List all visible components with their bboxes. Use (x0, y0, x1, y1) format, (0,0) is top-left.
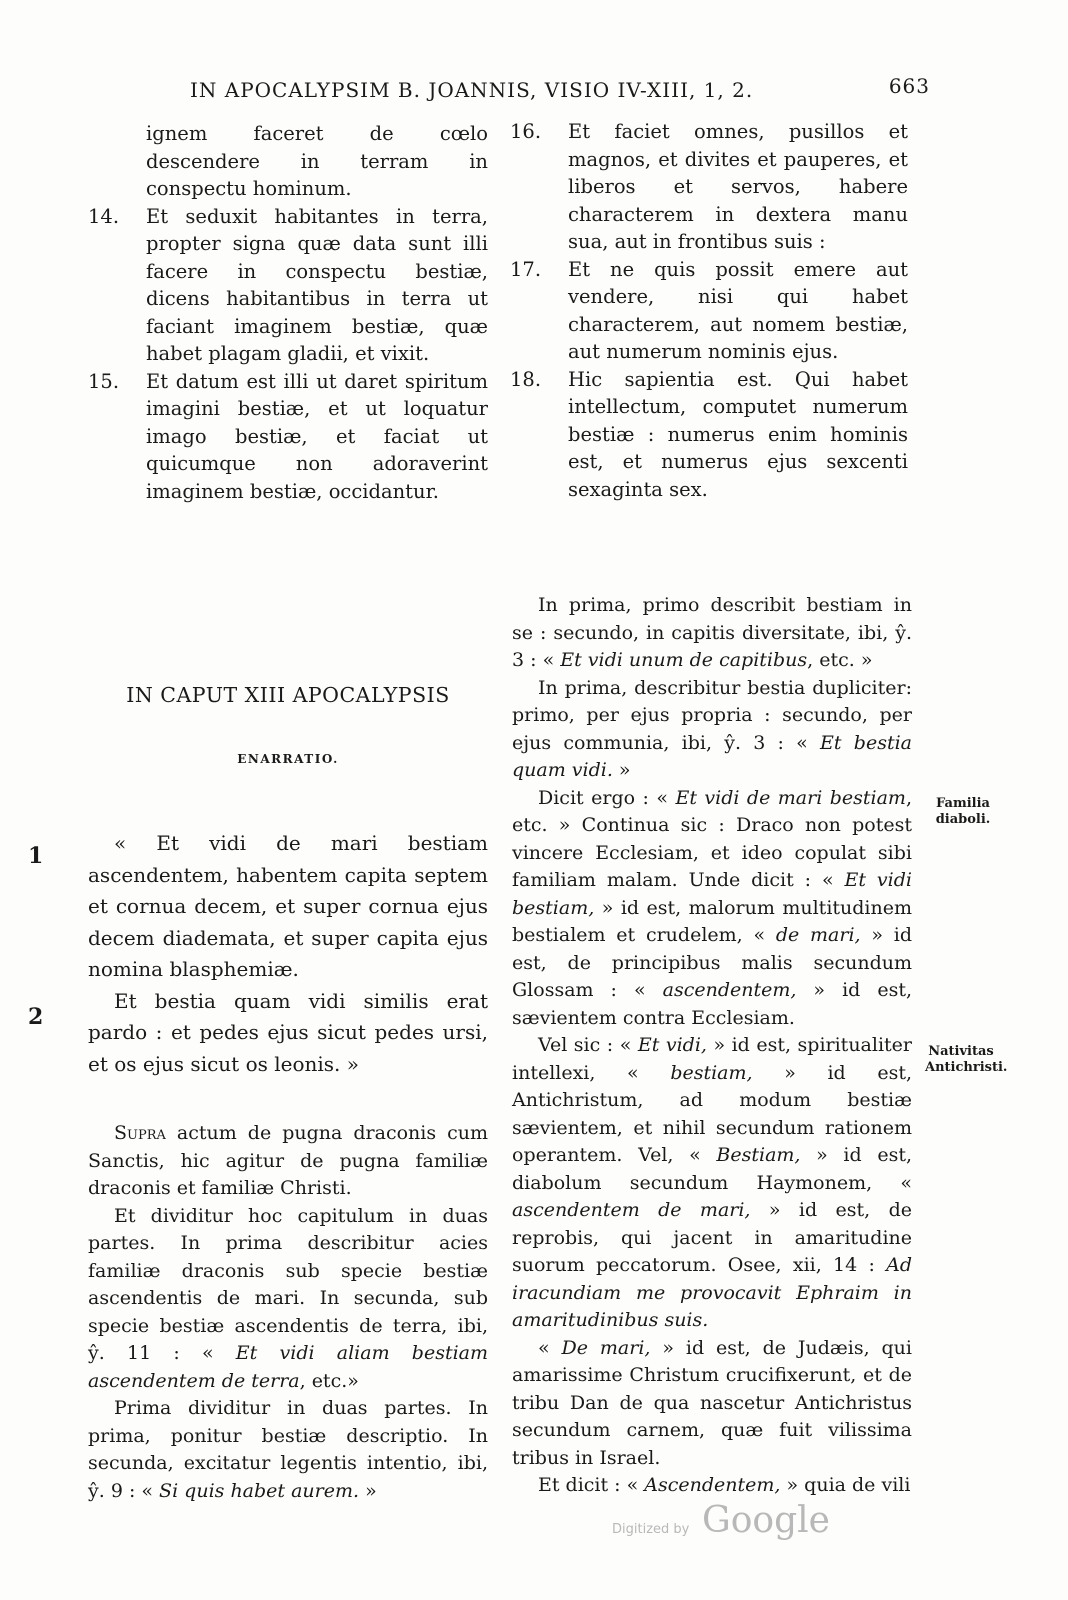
commentary-paragraph (512, 675, 912, 785)
text-run: Et dividitur hoc capitulum in duas partes. In prima describitur acies familiæ draconis sub specie bestiæ ascendentis de mari. In secunda, sub specie bestiæ ascendentis de terra, ibi, ŷ. 11 : « (88, 1204, 488, 1364)
verse-text: Et seduxit habitantes in terra, propter signa quæ data sunt illi facere in conspectu bestiæ, dicens habitantibus in terra ut faciant imaginem bestiæ, quæ habet plagam gladii, et vixit. (146, 204, 488, 365)
verse-number: 18. (510, 367, 542, 391)
italic-run: ascendentem de mari, (512, 1199, 751, 1221)
text-run: » id est, malorum multitudinem bestialem et crudelem, « (512, 896, 912, 946)
verse-number: 16. (510, 120, 542, 143)
text-run: Prima dividitur in duas partes. In prima, ponitur bestiæ descriptio. In secunda, excitatur legentis intentio, ibi, ŷ. 9 : « (88, 1397, 488, 1502)
text-run: Et dicit : « (538, 1474, 645, 1496)
italic-run: Et vidi de mari bestiam (675, 786, 906, 809)
text-run: » id est, de Judæis, qui amarissime Christum crucifixerunt, et de tribu Dan de qua nascetur Antichristus secundum carnem, quæ fuit vilissima tribus in Israel. (512, 1336, 912, 1469)
verses-right-column (510, 118, 908, 503)
lead-word: Supra (114, 1122, 166, 1144)
commentary-paragraph (512, 1335, 912, 1473)
verse-14 (88, 203, 488, 368)
margin-marker: 2 (28, 1004, 44, 1030)
sidenote-nativitas-antichristi: Nativitas Antichristi. (925, 1044, 1008, 1075)
italic-run: Et bestia quam vidi. (512, 731, 912, 781)
italic-run: Et vidi aliam bestiam ascendentem de terra (88, 1342, 488, 1392)
italic-run: Ascendentem, (644, 1474, 781, 1496)
verse-17 (510, 256, 908, 366)
verse-18 (510, 366, 908, 504)
text-run: » id est, spiritualiter intellexi, « (512, 1034, 912, 1084)
commentary-paragraph (512, 592, 912, 675)
section-title: IN CAPUT XIII APOCALYPSIS (126, 683, 450, 707)
text-run: » id est, diabolum secundum Haymonem, « (512, 1144, 913, 1194)
text-run: In prima, describitur bestia dupliciter: primo, per ejus propria : secundo, per ejus communia, ibi, ŷ. 3 : « (512, 676, 912, 754)
italic-run: Et vidi unum de capitibus (560, 649, 808, 671)
verse-15 (88, 368, 488, 506)
italic-run: de mari, (775, 924, 861, 946)
text-run: » id est, de reprobis, qui jacent in amaritudine suorum peccatorum. Osee, xii, 14 : (512, 1199, 912, 1276)
verse-number: 15. (88, 369, 120, 393)
italic-run: Bestiam, (716, 1144, 801, 1166)
text-run: , etc. » (807, 649, 873, 671)
text-run: » quia de vili (780, 1474, 911, 1496)
sidenote-familia-diaboli: Familia diaboli. (935, 796, 991, 827)
verse-text: Hic sapientia est. Qui habet intellectum, computet numerum bestiæ : numerus enim hominis est, et numerus ejus sexcenti sexaginta sex. (568, 367, 908, 501)
text-run: , etc. » Continua sic : Draco non potest vincere Ecclesiam, et ideo copulat sibi familiam malam. Unde dicit : « (512, 786, 913, 891)
text-run: » (612, 759, 631, 781)
commentary-paragraph (88, 1203, 488, 1396)
commentary-paragraph (88, 1395, 488, 1505)
italic-run: Ad iracundiam me provocavit Ephraim in amaritudinibus suis. (512, 1254, 912, 1331)
verse-16 (510, 118, 908, 256)
italic-run: Si quis habet aurem. (159, 1479, 360, 1502)
text-run: « (538, 1336, 562, 1359)
text-run: » (359, 1479, 377, 1502)
commentary-right (512, 592, 912, 1500)
commentary-paragraph (512, 1032, 912, 1335)
italic-run: De mari, (561, 1336, 651, 1359)
commentary-left (88, 1120, 488, 1505)
text-run: » id est, Antichristum, ad modum bestiæ sævientem, et nihil secundum rationem operantem. Vel, « (512, 1061, 912, 1166)
verse-text: ignem faceret de cœlo descendere in terram in conspectu hominum. (146, 122, 488, 200)
text-run: Dicit ergo : « (538, 786, 676, 809)
text-run: In prima, primo describit bestiam in se : secundo, in capitis diversitate, ibi, ŷ. 3 : « (512, 594, 912, 671)
verse-text: Et faciet omnes, pusillos et magnos, et divites et pauperes, et liberos et servos, habere characterem in dextera manu sua, aut in frontibus suis : (568, 120, 908, 253)
italic-run: ascendentem, (662, 979, 797, 1001)
text-run: » id est, de principibus malis secundum Glossam : « (512, 924, 912, 1001)
text-run: , etc.» (299, 1369, 359, 1392)
page-number: 663 (888, 74, 930, 98)
text-run: Vel sic : « (538, 1034, 638, 1056)
watermark-brand: Google (702, 1500, 830, 1541)
commentary-paragraph (512, 785, 912, 1033)
commentary-paragraph (88, 1120, 488, 1203)
italic-run: Et vidi bestiam, (512, 869, 912, 919)
running-title: IN APOCALYPSIM B. JOANNIS, VISIO IV-XIII, 1, 2. (190, 78, 754, 102)
digitized-watermark (612, 1500, 842, 1548)
margin-marker: 1 (28, 843, 44, 869)
italic-run: bestiam, (670, 1061, 753, 1084)
verse-number: 14. (88, 204, 120, 228)
italic-run: Et vidi, (637, 1034, 707, 1056)
text-run: » id est, sævientem contra Ecclesiam. (512, 979, 912, 1029)
verse-number: 17. (510, 257, 542, 281)
commentary-paragraph (512, 1472, 912, 1500)
section-subtitle: ENARRATIO. (237, 752, 339, 766)
verse-text: Et datum est illi ut daret spiritum imagini bestiæ, et ut loquatur imago bestiæ, et faciat ut quicumque non adoraverint imaginem bestiæ, occidantur. (146, 369, 488, 503)
watermark-prefix: Digitized by (612, 1522, 690, 1537)
verse-continuation (88, 120, 488, 203)
quote-paragraph: Et bestia quam vidi similis erat pardo : et pedes ejus sicut pedes ursi, et os ejus sicut os leonis. » (88, 988, 488, 1076)
verse-text: Et ne quis possit emere aut vendere, nisi qui habet characterem, aut nomem bestiæ, aut numerum nominis ejus. (568, 257, 908, 363)
scripture-quote (88, 828, 488, 1080)
verses-left-column (88, 120, 488, 505)
quote-paragraph: « Et vidi de mari bestiam ascendentem, habentem capita septem et cornua decem, et super cornua ejus decem diademata, et super capita ejus nomina blasphemiæ. (88, 831, 488, 981)
text-run: actum de pugna draconis cum Sanctis, hic agitur de pugna familiæ draconis et familiæ Christi. (88, 1122, 488, 1199)
